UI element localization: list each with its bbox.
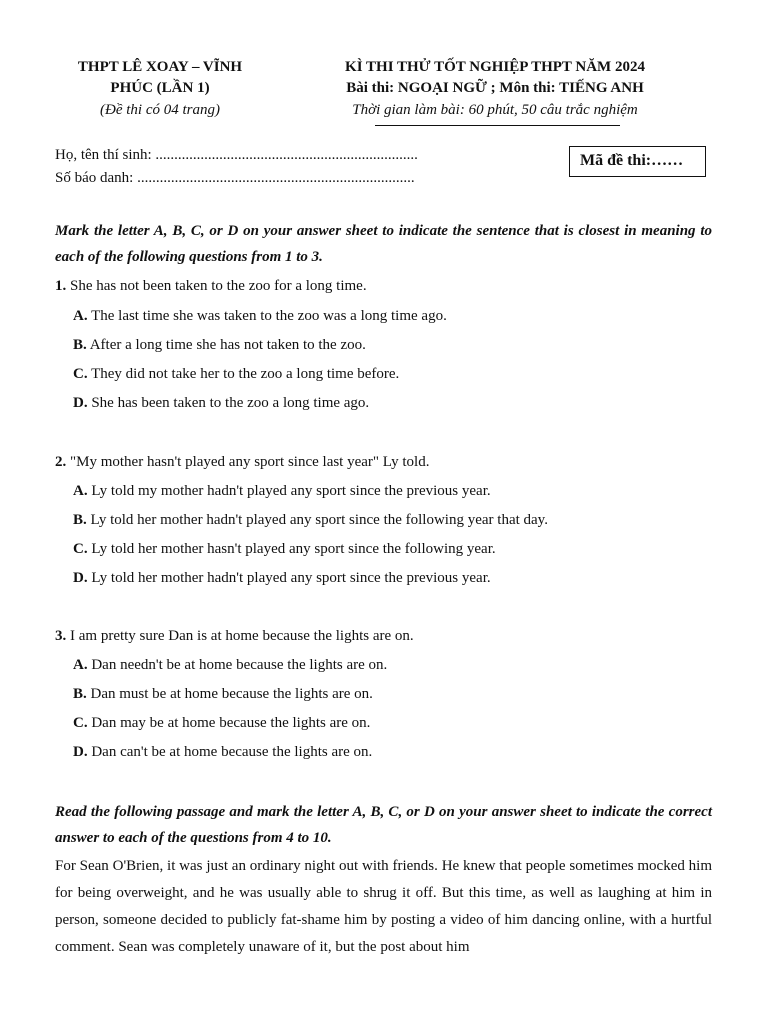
q1-option-a xyxy=(73,306,447,326)
option-letter: D. xyxy=(73,395,88,411)
option-letter: A. xyxy=(73,308,88,324)
option-text: After a long time she has not taken to the zoo. xyxy=(89,337,366,353)
option-text: Ly told her mother hasn't played any sport since the following year. xyxy=(91,541,496,557)
option-text: Ly told my mother hadn't played any sport since the previous year. xyxy=(91,483,491,499)
q3-option-c xyxy=(73,713,370,733)
q2-option-a xyxy=(73,481,491,501)
option-letter: C. xyxy=(73,715,88,731)
option-text: Dan needn't be at home because the lights are on. xyxy=(91,657,388,673)
option-text: Dan may be at home because the lights are on. xyxy=(91,715,371,731)
exam-title: KÌ THI THỬ TỐT NGHIỆP THPT NĂM 2024 xyxy=(345,59,645,75)
header-underline xyxy=(375,125,620,126)
question-number: 2. xyxy=(55,454,67,470)
option-text: The last time she was taken to the zoo was a long time ago. xyxy=(91,308,447,324)
q3-option-d xyxy=(73,742,372,762)
option-letter: D. xyxy=(73,744,88,760)
option-letter: B. xyxy=(73,512,87,528)
option-letter: C. xyxy=(73,366,88,382)
q1-option-d xyxy=(73,393,369,413)
candidate-id-line: Số báo danh: .......................................................................... xyxy=(55,170,415,186)
option-letter: B. xyxy=(73,337,87,353)
q2-option-d xyxy=(73,568,491,588)
option-text: Ly told her mother hadn't played any sport since the previous year. xyxy=(91,570,491,586)
q3-option-b xyxy=(73,684,373,704)
option-letter: C. xyxy=(73,541,88,557)
reading-passage: For Sean O'Brien, it was just an ordinary night out with friends. He knew that people sometimes mocked him for being overweight, and he was usually able to shrug it off. But this time, as well as laughing at him in person, someone decided to publicly fat-shame him by posting a video of him dancing online, with a hurtful comment. Sean was completely unaware of it, but the post about him xyxy=(55,858,712,955)
option-letter: B. xyxy=(73,686,87,702)
question-text: "My mother hasn't played any sport since last year" Ly told. xyxy=(70,454,430,470)
q1-option-c xyxy=(73,364,399,384)
candidate-name-line: Họ, tên thí sinh: ...................................................................... xyxy=(55,147,418,163)
option-text: Ly told her mother hadn't played any sport since the following year that day. xyxy=(90,512,548,528)
time-note: Thời gian làm bài: 60 phút, 50 câu trắc nghiệm xyxy=(352,102,638,118)
question-text: She has not been taken to the zoo for a long time. xyxy=(70,278,367,294)
school-name-line2: PHÚC (LẦN 1) xyxy=(110,80,210,96)
school-name-line1: THPT LÊ XOAY – VĨNH xyxy=(77,59,243,75)
pages-note: (Đề thi có 04 trang) xyxy=(100,102,220,118)
section1-instruction: Mark the letter A, B, C, or D on your answer sheet to indicate the sentence that is closest in meaning to each of the following questions from 1 to 3. xyxy=(55,223,712,265)
subject-line: Bài thi: NGOẠI NGỮ ; Môn thi: TIẾNG ANH xyxy=(346,80,644,96)
option-text: Dan must be at home because the lights are on. xyxy=(90,686,373,702)
question-number: 3. xyxy=(55,628,67,644)
option-text: Dan can't be at home because the lights are on. xyxy=(91,744,373,760)
option-letter: D. xyxy=(73,570,88,586)
option-text: She has been taken to the zoo a long time ago. xyxy=(91,395,370,411)
option-letter: A. xyxy=(73,483,88,499)
section2-instruction: Read the following passage and mark the letter A, B, C, or D on your answer sheet to indicate the correct answer to each of the questions from 4 to 10. xyxy=(55,804,712,846)
exam-code-box: Mã đề thi:…… xyxy=(569,146,706,177)
question-1 xyxy=(55,276,367,296)
question-text: I am pretty sure Dan is at home because the lights are on. xyxy=(70,628,414,644)
question-number: 1. xyxy=(55,278,67,294)
option-text: They did not take her to the zoo a long time before. xyxy=(91,366,400,382)
q2-option-b xyxy=(73,510,548,530)
option-letter: A. xyxy=(73,657,88,673)
q1-option-b xyxy=(73,335,366,355)
question-2 xyxy=(55,452,429,472)
question-3 xyxy=(55,626,414,646)
q3-option-a xyxy=(73,655,387,675)
q2-option-c xyxy=(73,539,496,559)
